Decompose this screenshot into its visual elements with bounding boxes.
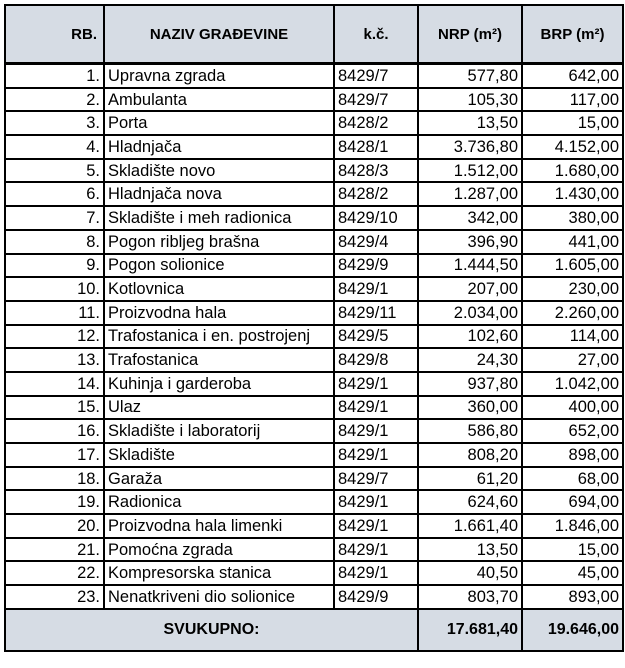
cell-name: Skladište novo — [104, 159, 334, 183]
cell-name: Ambulanta — [104, 88, 334, 112]
cell-kc: 8429/5 — [334, 325, 418, 349]
cell-name: Kuhinja i garderoba — [104, 372, 334, 396]
table-row — [5, 301, 623, 325]
cell-kc: 8429/1 — [334, 538, 418, 562]
cell-rb: 6. — [5, 182, 104, 206]
cell-nrp: 937,80 — [418, 372, 522, 396]
cell-name: Proizvodna hala — [104, 301, 334, 325]
cell-brp: 1.430,00 — [522, 182, 623, 206]
header-rb: RB. — [5, 5, 104, 64]
cell-rb: 18. — [5, 467, 104, 491]
cell-kc: 8429/11 — [334, 301, 418, 325]
cell-brp: 27,00 — [522, 348, 623, 372]
cell-rb: 5. — [5, 159, 104, 183]
cell-nrp: 396,90 — [418, 230, 522, 254]
cell-rb: 22. — [5, 561, 104, 585]
cell-nrp: 1.444,50 — [418, 254, 522, 278]
cell-kc: 8429/9 — [334, 254, 418, 278]
cell-name: Kotlovnica — [104, 277, 334, 301]
table-row — [5, 64, 623, 88]
cell-name: Trafostanica i en. postrojenj — [104, 325, 334, 349]
cell-kc: 8429/1 — [334, 419, 418, 443]
cell-kc: 8429/1 — [334, 514, 418, 538]
cell-brp: 1.605,00 — [522, 254, 623, 278]
cell-rb: 13. — [5, 348, 104, 372]
table-row — [5, 561, 623, 585]
cell-brp: 114,00 — [522, 325, 623, 349]
cell-rb: 14. — [5, 372, 104, 396]
cell-rb: 9. — [5, 254, 104, 278]
cell-brp: 898,00 — [522, 443, 623, 467]
cell-brp: 400,00 — [522, 396, 623, 420]
cell-kc: 8429/7 — [334, 88, 418, 112]
header-brp: BRP (m²) — [522, 5, 623, 64]
cell-nrp: 1.287,00 — [418, 182, 522, 206]
cell-name: Kompresorska stanica — [104, 561, 334, 585]
cell-nrp: 13,50 — [418, 111, 522, 135]
table-row — [5, 538, 623, 562]
cell-name: Pomoćna zgrada — [104, 538, 334, 562]
table-row — [5, 372, 623, 396]
cell-brp: 117,00 — [522, 88, 623, 112]
cell-nrp: 624,60 — [418, 490, 522, 514]
cell-brp: 652,00 — [522, 419, 623, 443]
cell-brp: 15,00 — [522, 111, 623, 135]
cell-brp: 45,00 — [522, 561, 623, 585]
cell-rb: 8. — [5, 230, 104, 254]
cell-kc: 8428/1 — [334, 135, 418, 159]
table-row — [5, 277, 623, 301]
cell-rb: 19. — [5, 490, 104, 514]
table-row — [5, 490, 623, 514]
table-row — [5, 325, 623, 349]
cell-nrp: 586,80 — [418, 419, 522, 443]
cell-rb: 17. — [5, 443, 104, 467]
cell-nrp: 1.512,00 — [418, 159, 522, 183]
cell-brp: 4.152,00 — [522, 135, 623, 159]
cell-kc: 8429/1 — [334, 277, 418, 301]
cell-nrp: 3.736,80 — [418, 135, 522, 159]
cell-name: Skladište i meh radionica — [104, 206, 334, 230]
cell-rb: 3. — [5, 111, 104, 135]
cell-rb: 16. — [5, 419, 104, 443]
cell-name: Pogon solionice — [104, 254, 334, 278]
cell-brp: 642,00 — [522, 64, 623, 88]
cell-brp: 441,00 — [522, 230, 623, 254]
cell-kc: 8429/8 — [334, 348, 418, 372]
table-row — [5, 159, 623, 183]
total-brp: 19.646,00 — [522, 609, 623, 651]
cell-kc: 8429/1 — [334, 490, 418, 514]
table-row — [5, 254, 623, 278]
table-row — [5, 230, 623, 254]
cell-kc: 8429/7 — [334, 64, 418, 88]
table-row — [5, 419, 623, 443]
cell-kc: 8429/10 — [334, 206, 418, 230]
cell-name: Pogon ribljeg brašna — [104, 230, 334, 254]
cell-rb: 20. — [5, 514, 104, 538]
cell-rb: 11. — [5, 301, 104, 325]
cell-nrp: 577,80 — [418, 64, 522, 88]
cell-name: Hladnjača nova — [104, 182, 334, 206]
table-body — [5, 64, 623, 609]
cell-name: Upravna zgrada — [104, 64, 334, 88]
table-row — [5, 443, 623, 467]
cell-name: Porta — [104, 111, 334, 135]
table-row — [5, 182, 623, 206]
cell-nrp: 61,20 — [418, 467, 522, 491]
cell-kc: 8429/9 — [334, 585, 418, 609]
cell-kc: 8429/4 — [334, 230, 418, 254]
cell-name: Skladište — [104, 443, 334, 467]
cell-nrp: 2.034,00 — [418, 301, 522, 325]
cell-kc: 8429/1 — [334, 561, 418, 585]
total-row — [5, 609, 623, 651]
cell-rb: 15. — [5, 396, 104, 420]
cell-rb: 1. — [5, 64, 104, 88]
table-row — [5, 88, 623, 112]
cell-brp: 1.042,00 — [522, 372, 623, 396]
cell-name: Garaža — [104, 467, 334, 491]
table-row — [5, 467, 623, 491]
cell-name: Nenatkriveni dio solionice — [104, 585, 334, 609]
cell-nrp: 102,60 — [418, 325, 522, 349]
cell-nrp: 105,30 — [418, 88, 522, 112]
cell-rb: 12. — [5, 325, 104, 349]
cell-name: Ulaz — [104, 396, 334, 420]
cell-brp: 380,00 — [522, 206, 623, 230]
cell-brp: 68,00 — [522, 467, 623, 491]
cell-nrp: 342,00 — [418, 206, 522, 230]
table-row — [5, 514, 623, 538]
cell-brp: 1.846,00 — [522, 514, 623, 538]
cell-brp: 694,00 — [522, 490, 623, 514]
cell-kc: 8428/2 — [334, 182, 418, 206]
cell-brp: 893,00 — [522, 585, 623, 609]
cell-kc: 8428/3 — [334, 159, 418, 183]
cell-nrp: 207,00 — [418, 277, 522, 301]
cell-rb: 21. — [5, 538, 104, 562]
cell-nrp: 24,30 — [418, 348, 522, 372]
cell-name: Radionica — [104, 490, 334, 514]
cell-nrp: 1.661,40 — [418, 514, 522, 538]
cell-nrp: 40,50 — [418, 561, 522, 585]
cell-rb: 2. — [5, 88, 104, 112]
cell-kc: 8429/1 — [334, 396, 418, 420]
cell-rb: 10. — [5, 277, 104, 301]
total-label: SVUKUPNO: — [5, 609, 418, 651]
header-row — [5, 5, 623, 64]
header-name: NAZIV GRAĐEVINE — [104, 5, 334, 64]
table-row — [5, 396, 623, 420]
cell-kc: 8429/1 — [334, 443, 418, 467]
cell-rb: 4. — [5, 135, 104, 159]
cell-rb: 7. — [5, 206, 104, 230]
cell-name: Trafostanica — [104, 348, 334, 372]
table-row — [5, 348, 623, 372]
cell-nrp: 360,00 — [418, 396, 522, 420]
cell-brp: 1.680,00 — [522, 159, 623, 183]
cell-brp: 230,00 — [522, 277, 623, 301]
buildings-table — [4, 4, 624, 652]
cell-brp: 2.260,00 — [522, 301, 623, 325]
table-row — [5, 135, 623, 159]
table-row — [5, 585, 623, 609]
cell-rb: 23. — [5, 585, 104, 609]
cell-kc: 8428/2 — [334, 111, 418, 135]
cell-name: Skladište i laboratorij — [104, 419, 334, 443]
table-row — [5, 111, 623, 135]
cell-kc: 8429/7 — [334, 467, 418, 491]
header-nrp: NRP (m²) — [418, 5, 522, 64]
total-nrp: 17.681,40 — [418, 609, 522, 651]
cell-nrp: 13,50 — [418, 538, 522, 562]
cell-name: Hladnjača — [104, 135, 334, 159]
cell-kc: 8429/1 — [334, 372, 418, 396]
cell-nrp: 803,70 — [418, 585, 522, 609]
cell-nrp: 808,20 — [418, 443, 522, 467]
cell-brp: 15,00 — [522, 538, 623, 562]
table-row — [5, 206, 623, 230]
header-kc: k.č. — [334, 5, 418, 64]
cell-name: Proizvodna hala limenki — [104, 514, 334, 538]
